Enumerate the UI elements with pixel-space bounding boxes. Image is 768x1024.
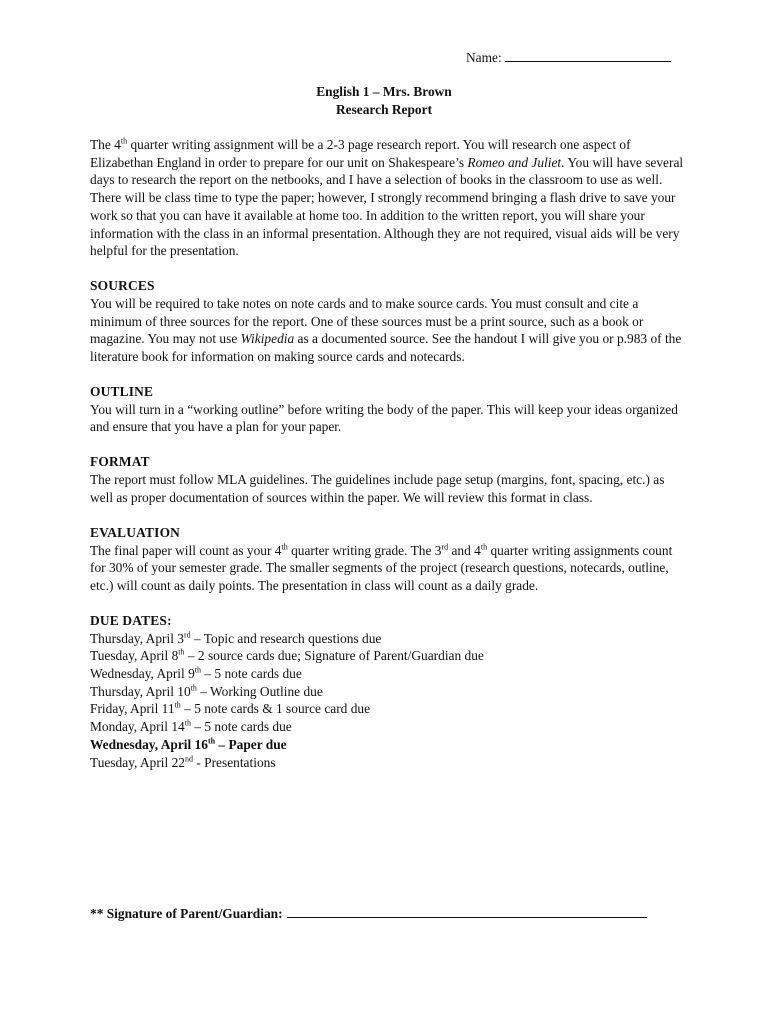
due-date-item-paper (90, 736, 690, 754)
outline-paragraph: You will turn in a “working outline” before writing the body of the paper. This will keep your ideas organized and ensure that you have a plan for your paper. (90, 401, 678, 435)
due-date: Wednesday, April 16 (90, 736, 208, 752)
due-date-sup: th (178, 647, 185, 657)
format-heading: FORMAT (90, 454, 150, 470)
due-date: Thursday, April 10 (90, 683, 191, 699)
due-date-sup: th (184, 718, 191, 728)
signature-line (90, 905, 647, 922)
document-title: English 1 – Mrs. Brown (316, 84, 452, 99)
wikipedia-text: Wikipedia (240, 331, 295, 347)
due-dates-section (90, 612, 690, 772)
sources-text-1: You will be required to take notes on note cards and to make source cards. You must consult and cite a minimum of three sources for the report. One of these sources must be a print source, such as a book or magazine. You may not use (90, 295, 644, 347)
due-date-item (90, 683, 690, 701)
due-date: Thursday, April 3 (90, 630, 184, 646)
due-date: Wednesday, April 9 (90, 666, 195, 682)
due-task: – Working Outline due (196, 683, 323, 699)
due-dates-heading: DUE DATES: (90, 612, 172, 628)
sources-heading: SOURCES (90, 277, 155, 293)
evaluation-sup-3: th (480, 542, 488, 552)
evaluation-sup-1: th (281, 542, 288, 552)
due-date-sup: nd (184, 754, 193, 764)
intro-text-2: quarter writing assignment will be a 2-3 page research report. You will research one aspect of Elizabethan England in order to prepare for our unit on Shakespeare’s (90, 137, 631, 170)
signature-label: ** Signature of Parent/Guardian: (90, 906, 283, 921)
due-date-sup: rd (183, 630, 191, 640)
due-date-sup: th (190, 683, 197, 693)
evaluation-sup-2: rd (441, 542, 449, 552)
due-date-item (90, 700, 690, 718)
evaluation-text-1: The final paper will count as your 4 (90, 542, 282, 558)
due-date: Tuesday, April 8 (90, 648, 179, 664)
due-date-item (90, 665, 690, 683)
due-date: Tuesday, April 22 (90, 754, 185, 770)
intro-text-3: . You will have several days to research the report on the netbooks, and I have a selection of books in the classroom to use as well. There will be class time to type the paper; however, I strongly recommend bringing a flash drive to save your work so that you can have it available at home too. In addition to the written report, you will share your information with the class in an informal presentation. Although they are not required, visual aids will be very helpful for the presentation. (90, 154, 684, 259)
sources-section (90, 277, 690, 366)
document-body (90, 136, 690, 771)
evaluation-text-4: quarter writing assignments count for 30% of your semester grade. The smaller segments of the project (research questions, notecards, outline, etc.) will count as daily points. The presentation in class will count as a daily grade. (90, 542, 673, 593)
document-header (0, 83, 768, 119)
due-date-item (90, 754, 690, 772)
outline-heading: OUTLINE (90, 383, 154, 399)
due-task: – Paper due (215, 736, 287, 752)
play-title: Romeo and Juliet (467, 154, 562, 170)
name-label: Name: (466, 50, 502, 65)
due-task: – 5 note cards due (201, 666, 302, 682)
evaluation-text-3: and 4 (448, 542, 481, 558)
due-task: – 5 note cards & 1 source card due (180, 701, 371, 717)
due-task: – 5 note cards due (190, 719, 292, 735)
due-task: – 2 source cards due; Signature of Parent/Guardian due (184, 648, 484, 664)
signature-blank-line (287, 905, 647, 918)
intro-text-1: The 4 (90, 137, 121, 152)
name-blank-line (505, 48, 671, 62)
due-date-item (90, 647, 690, 665)
format-paragraph: The report must follow MLA guidelines. The guidelines include page setup (margins, font, spacing, etc.) as well as proper documentation of sources within the paper. We will review this format in class. (90, 472, 665, 505)
outline-section (90, 383, 690, 436)
due-date-item (90, 630, 690, 648)
name-field (466, 48, 671, 66)
format-section (90, 453, 690, 506)
due-date-item (90, 718, 690, 736)
due-task: – Topic and research questions due (190, 630, 382, 646)
intro-paragraph (90, 136, 690, 260)
due-date-sup: th (174, 701, 181, 710)
evaluation-heading: EVALUATION (90, 524, 181, 540)
due-date: Monday, April 14 (90, 719, 185, 735)
due-date-sup: th (207, 736, 216, 746)
sources-text-2: as a documented source. See the handout I will give you or p.983 of the literature book for information on making source cards and notecards. (90, 331, 682, 365)
evaluation-paragraph (90, 542, 690, 595)
evaluation-section (90, 524, 690, 595)
due-date: Friday, April 11 (90, 701, 175, 717)
due-task: - Presentations (192, 754, 276, 770)
document-subtitle: Research Report (335, 102, 433, 117)
due-date-sup: th (194, 665, 202, 675)
evaluation-text-2: quarter writing grade. The 3 (287, 542, 442, 558)
intro-sup-1: th (120, 136, 128, 146)
sources-paragraph (90, 295, 690, 366)
